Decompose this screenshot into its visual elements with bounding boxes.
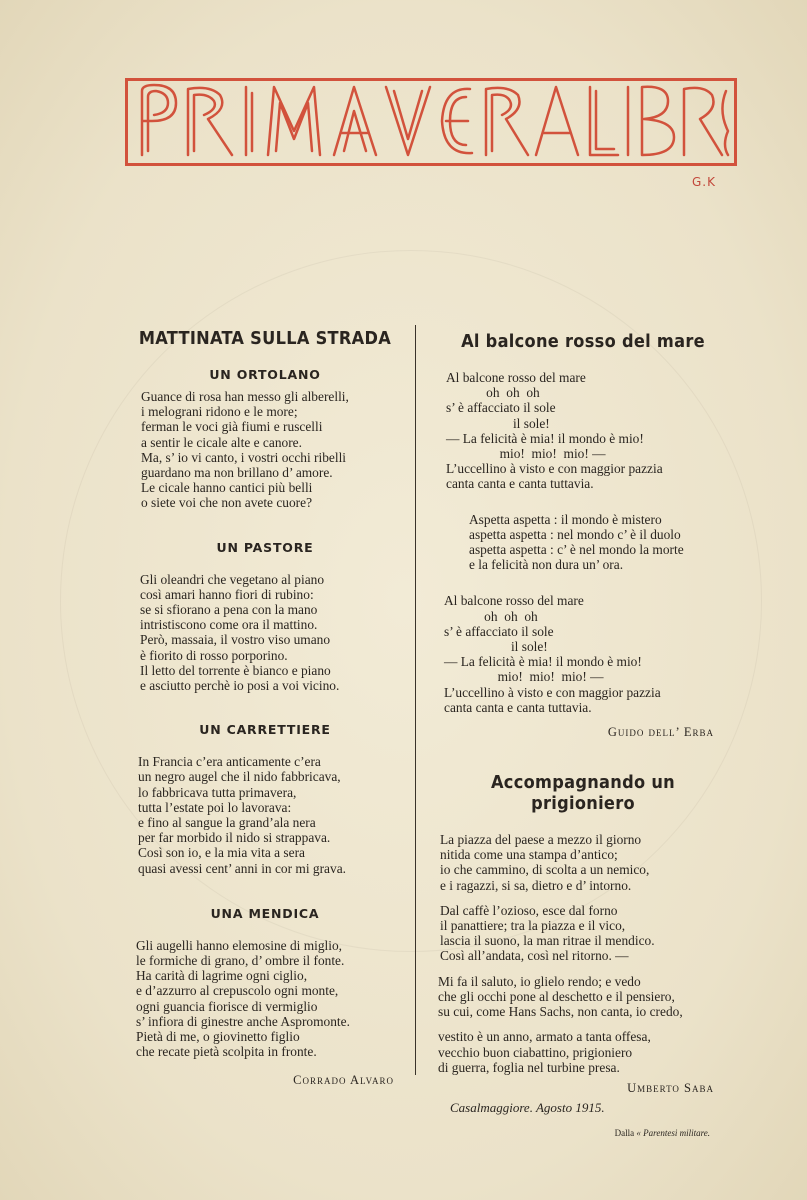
verse-line: aspetta aspetta : nel mondo c’ è il duolo	[469, 526, 681, 542]
verse-line: — La felicità è mia! il mondo è mio!	[446, 430, 644, 446]
verse-line: di guerra, foglia nel turbine presa.	[438, 1059, 620, 1075]
verse-line: s’ è affacciato il sole	[444, 623, 554, 639]
verse-line: s’ è affacciato il sole	[446, 400, 556, 416]
poem-title-ortolano: UN ORTOLANO	[209, 367, 321, 382]
verse-line: L’uccellino à visto e con maggior pazzia	[446, 461, 663, 477]
verse-line: intristiscono come ora il mattino.	[140, 617, 318, 633]
verse-line: Gli oleandri che vegetano al piano	[140, 571, 325, 587]
right-column	[438, 325, 728, 1138]
verse-line: lo fabbricava tutta primavera,	[138, 784, 297, 800]
verse-line: Al balcone rosso del mare	[446, 370, 586, 385]
verse-line: così amari hanno fiori di rubino:	[140, 586, 314, 602]
verse-line: Dal caffè l’ozioso, esce dal forno	[440, 902, 618, 918]
verse-line: Le cicale hanno cantici più belli	[141, 480, 313, 496]
verse-line: Ha carità di lagrime ogni ciglio,	[136, 968, 308, 984]
poem-title-carrettiere: UN CARRETTIERE	[199, 722, 331, 738]
verse-line: mio! mio! mio! —	[446, 446, 606, 462]
balcone-stanza-1	[446, 370, 728, 492]
verse-line: e d’azzurro al crepuscolo ogni monte,	[136, 983, 339, 999]
verse-line: ferman le voci già fiumi e ruscelli	[141, 419, 323, 435]
verse-line: ogni guancia fiorisce di vermiglio	[136, 998, 318, 1014]
verse-line: Guance di rosa han messo gli alberelli,	[141, 389, 349, 404]
poem-mendica	[136, 938, 410, 1060]
verse-line: Così all’andata, così nel ritorno. —	[440, 948, 629, 964]
verse-line: o siete voi che non avete cuore?	[141, 495, 313, 511]
balcone-stanza-2	[469, 512, 728, 573]
verse-line: Al balcone rosso del mare	[444, 593, 584, 609]
verse-line: tutta l’estate poi lo lavorava:	[138, 799, 292, 815]
verse-line: In Francia c’era anticamente c’era	[138, 754, 321, 770]
balcone-stanza-3	[444, 593, 728, 715]
prigioniero-stanza-1	[440, 832, 728, 893]
verse-line: un negro augel che il nido fabbricava,	[138, 769, 341, 785]
poem-title-balcone: Al balcone rosso del mare	[461, 331, 705, 352]
verse-line: e i ragazzi, si sa, dietro e d’ intorno.	[440, 877, 632, 893]
verse-line: che recate pietà scolpita in fronte.	[136, 1044, 317, 1060]
verse-line: Gli augelli hanno elemosine di miglio,	[136, 937, 343, 953]
column-divider	[415, 325, 416, 1075]
verse-line: per far morbido il nido si strappava.	[138, 830, 331, 846]
verse-line: canta canta e canta tuttavia.	[446, 476, 594, 492]
verse-line: vecchio buon ciabattino, prigioniero	[438, 1044, 633, 1060]
verse-line: e fino al sangue la grand’ala nera	[138, 815, 316, 831]
author-alvaro: Corrado Alvaro	[293, 1072, 394, 1087]
verse-line: Ma, s’ io vi canto, i vostri occhi ribelli	[141, 449, 347, 465]
source-title: « Parentesi militare.	[636, 1127, 710, 1138]
verse-line: oh oh oh	[444, 608, 538, 624]
verse-line: Aspetta aspetta : il mondo è mistero	[469, 511, 662, 527]
verse-line: Il letto del torrente è bianco e piano	[140, 662, 331, 678]
source-credit	[438, 1128, 710, 1138]
verse-line: le formiche di grano, d’ ombre il fonte.	[136, 953, 345, 969]
place-date: Casalmaggiore. Agosto 1915.	[450, 1099, 605, 1115]
verse-line: guardano ma non brillano d’ amore.	[141, 465, 333, 481]
verse-line: Pietà di me, o giovinetto figlio	[136, 1029, 300, 1045]
poem-title-pastore: UN PASTORE	[216, 539, 314, 555]
verse-line: i melograni ridono e le more;	[141, 404, 298, 420]
verse-line: il sole!	[446, 415, 550, 431]
verse-line: il panattiere; tra la piazza e il vico,	[440, 918, 626, 934]
poem-pastore	[140, 572, 410, 694]
verse-line: su cui, come Hans Sachs, non canta, io credo,	[438, 1004, 683, 1020]
masthead-logo	[125, 78, 737, 166]
masthead-lettering-graphic	[128, 81, 734, 163]
verse-line: e la felicità non dura un’ ora.	[469, 557, 624, 573]
verse-line: canta canta e canta tuttavia.	[444, 699, 592, 715]
poem-carrettiere	[138, 754, 410, 876]
prigioniero-stanza-3	[438, 974, 728, 1020]
verse-line: nitida come una stampa d’antico;	[440, 847, 618, 863]
verse-line: oh oh oh	[446, 385, 540, 401]
verse-line: è fiorito di rosso porporino.	[140, 647, 288, 663]
author-dell-erba: Guido dell’ Erba	[607, 725, 714, 740]
verse-line: che gli occhi pone al deschetto e il pensiero,	[438, 988, 675, 1004]
verse-line: L’uccellino à visto e con maggior pazzia	[444, 684, 661, 700]
verse-line: io che cammino, di scolta a un nemico,	[440, 862, 650, 878]
left-column	[120, 320, 410, 1088]
poem-title-prigioniero: Accompagnando un prigioniero	[490, 772, 676, 815]
verse-line: lascia il suono, la man ritrae il mendico.	[440, 933, 655, 949]
verse-line: Mi fa il saluto, io glielo rendo; e vedo	[438, 973, 641, 989]
masthead-signature: G.K	[692, 175, 716, 189]
verse-line: quasi avessi cent’ anni in cor mi grava.	[138, 860, 346, 876]
verse-line: Però, massaia, il vostro viso umano	[140, 632, 331, 648]
prigioniero-stanza-2	[440, 903, 728, 964]
verse-line: mio! mio! mio! —	[444, 669, 604, 685]
verse-line: se si sfiorano a pena con la mano	[140, 602, 318, 618]
poem-title-mendica: UNA MENDICA	[210, 905, 320, 921]
verse-line: s’ infiora di ginestre anche Aspromonte.	[136, 1013, 350, 1029]
verse-line: aspetta aspetta : c’ è nel mondo la morte	[469, 542, 684, 558]
section-title-mattinata: MATTINATA SULLA STRADA	[138, 328, 392, 349]
verse-line: a sentir le cicale alte e canore.	[141, 434, 302, 450]
verse-line: vestito è un anno, armato a tanta offesa,	[438, 1029, 651, 1045]
verse-line: Così son io, e la mia vita a sera	[138, 845, 305, 861]
verse-line: il sole!	[444, 639, 548, 655]
poem-ortolano	[141, 389, 410, 511]
verse-line: e asciutto perchè io posi a voi vicino.	[140, 678, 340, 694]
author-saba: Umberto Saba	[627, 1080, 714, 1095]
verse-line: La piazza del paese a mezzo il giorno	[440, 832, 642, 848]
prigioniero-stanza-4	[438, 1029, 728, 1075]
source-prefix: Dalla	[614, 1127, 635, 1138]
verse-line: — La felicità è mia! il mondo è mio!	[444, 654, 642, 670]
